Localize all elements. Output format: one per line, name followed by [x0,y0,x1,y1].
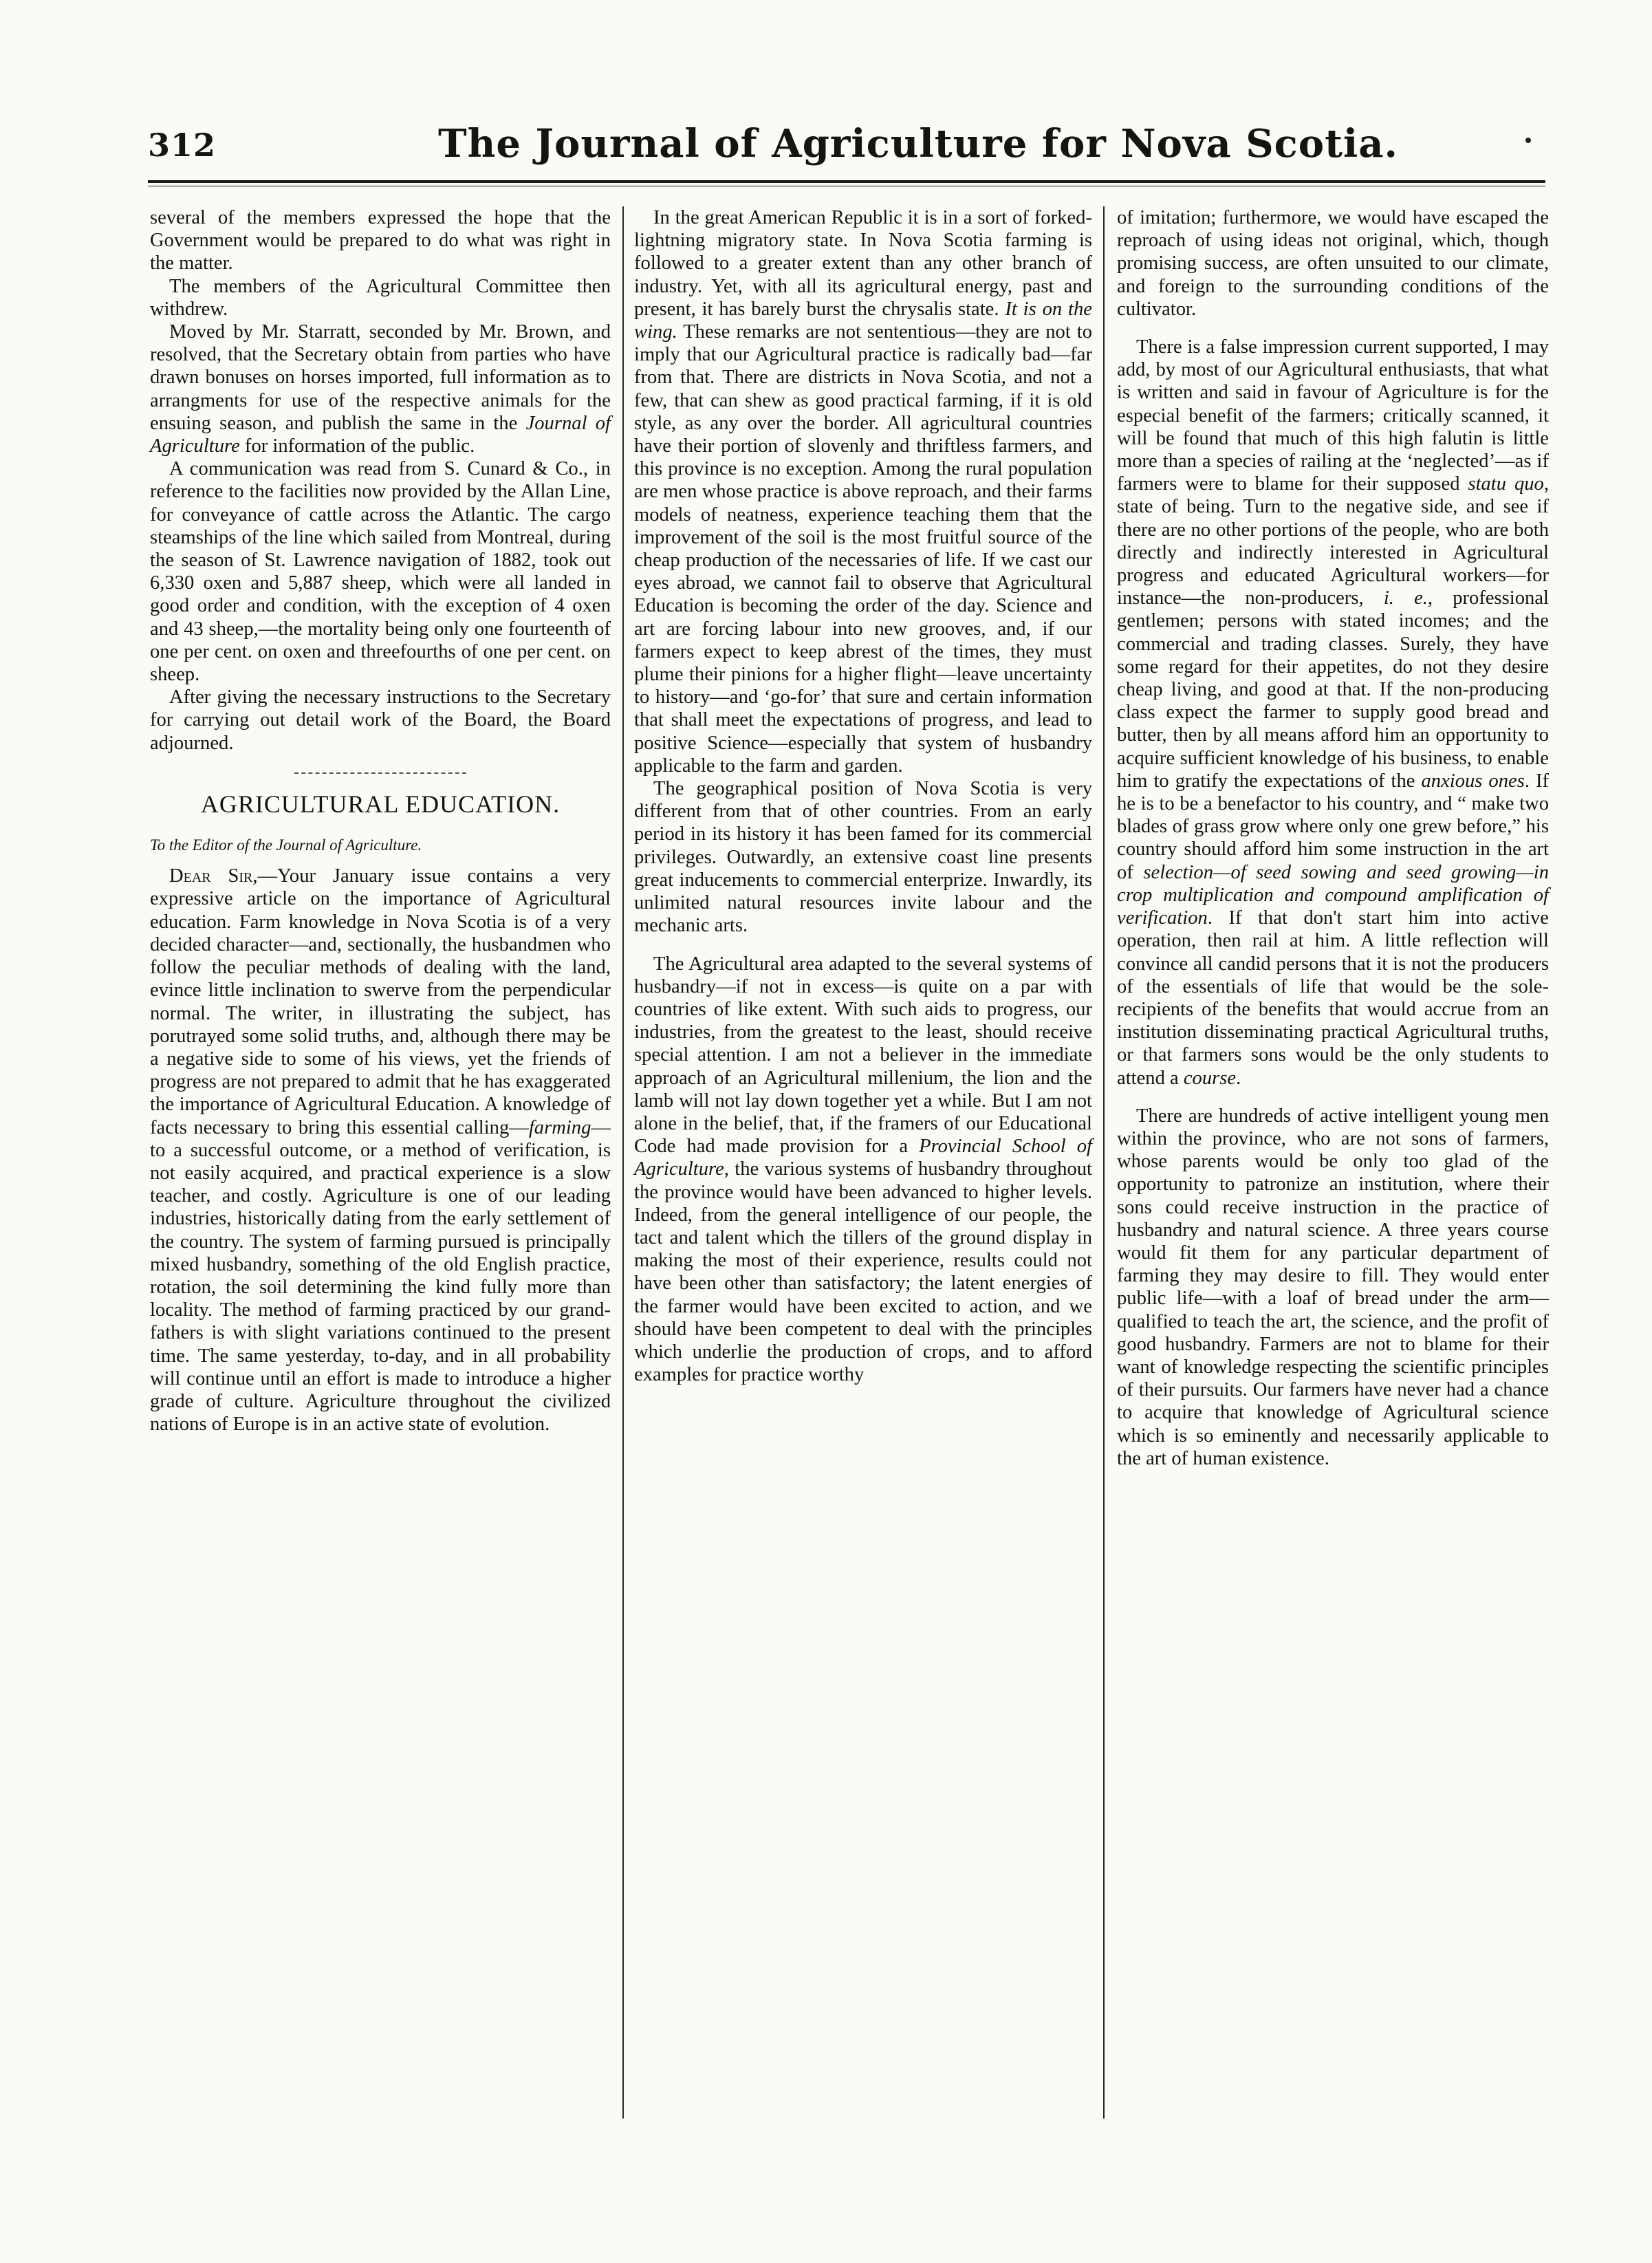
paragraph: The geographical position of Nova Scotia is very different from that of other countries. From an early period in its history it has been famed for its commercial privileges. Outwardly, an extensive coast line presents great inducements to commercial enterprize. Inwardly, its unlimited natural resources invite labour and the mechanic arts. [634,778,1092,937]
paragraph: several of the members expressed the hope that the Government would be prepared to do what was right in the matter. [150,207,611,274]
column-left [150,206,611,1436]
paragraph: There is a false impression current supported, I may add, by most of our Agricultural enthusiasts, that what is written and said in favour of Agriculture is for the especial benefit of the farmers; critically scanned, it will be found that much of this high falutin is little more than a species of railing at the ‘neglected’—as if farmers were to blame for their supposed statu quo, state of being. Turn to the negative side, and see if there are no other portions of the people, who are both directly and indirectly interested in Agricultural progress and educated Agricultural workers—for instance—the non-producers, i. e., professional gentlemen; persons with stated incomes; and the commercial and trading classes. Surely, they have some regard for their appetites, do not they desire cheap living, and good at that. If the non-producing class expect the farmer to supply good bread and butter, then by all means afford him an opportunity to acquire sufficient knowledge of his business, to enable him to gratify the expectations of the anxious ones. If he is to be a benefactor to his country, and “ make two blades of grass grow where only one grew before,” his country should afford him some instruction in the art of selection—of seed sowing and seed growing—in crop multiplication and compound amplification of verification. If that don't start him into active operation, then rail at him. A little reflection will convince all candid persons that it is not the producers of the essentials of life that would be the sole-recipients of the benefits that would accrue from an institution disseminating practical Agricultural truths, or that farmers sons would be the only students to attend a course. [1117,336,1550,1089]
paragraph: A communication was read from S. Cunard & Co., in reference to the facilities now provided by the Allan Line, for conveyance of cattle across the Atlantic. The cargo steamships of the line which sailed from Montreal, during the season of St. Lawrence navigation of 1882, took out 6,330 oxen and 5,887 sheep, which were all landed in good order and condition, with the exception of 4 oxen and 43 sheep,—the mortality being only one fourteenth of one per cent. on oxen and threefourths of one per cent. on sheep. [150,458,611,686]
paragraph: of imitation; furthermore, we would have escaped the reproach of using ideas not original, which, though promising success, are often unsuited to our climate, and foreign to the surrounding conditions of the cultivator. [1117,207,1549,320]
column-middle [634,206,1092,1386]
page-number: 312 [148,127,217,164]
column-right [1117,206,1549,1470]
section-heading: AGRICULTURAL EDUCATION. [200,790,561,818]
dear-sir: Dear Sir, [169,865,258,887]
paragraph: The Agricultural area adapted to the several systems of husbandry—if not in excess—is quite on a par with countries of like extent. With such aids to progress, our industries, from the greatest to the least, should receive special attention. I am not a believer in the immediate approach of an Agricultural millenium, the lion and the lamb will not lay down together yet a while. But I am not alone in the belief, that, if the framers of our Educational Code had made provision for a Provincial School of Agriculture, the various systems of husbandry throughout the province would have been advanced to higher levels. Indeed, from the general intelligence of our people, the tact and talent which the tillers of the ground display in making the most of their experience, results could not have been other than satisfactory; the latent energies of the farmer would have been excited to action, and we should have been competent to deal with the principles which underlie the production of crops, and to afford examples for practice worthy [634,953,1092,1386]
paragraph: In the great American Republic it is in a sort of forked-lightning migratory state. In Nova Scotia farming is followed to a greater extent than any other branch of industry. Yet, with all its agricultural energy, past and present, it has barely burst the chrysalis state. It is on the wing. These remarks are not sententious—they are not to imply that our Agricultural practice is radically bad—far from that. There are districts in Nova Scotia, and not a few, that can shew as good practical farming, if it is old style, as any over the border. All agricultural countries have their portion of slovenly and thriftless farmers, and this province is no exception. Among the rural population are men whose practice is above reproach, and their farms models of neatness, experience teaching them that the improvement of the soil is the most fruitful source of the cheap production of the necessaries of life. If we cast our eyes abroad, we cannot fail to observe that Agricultural Education is becoming the order of the day. Science and art are forcing labour into new grooves, and, if our farmers expect to keep abrest of the times, they must plume their pinions for a higher flight—leave uncertainty to history—and ‘go-for’ that sure and certain information that shall meet the expectations of progress, and lead to positive Science—especially that system of husbandry applicable to the farm and garden. [634,207,1092,777]
paragraph: Dear Sir,—Your January issue contains a very expressive article on the importance of Agricultural education. Farm knowledge in Nova Scotia is of a very decided character—and, sectionally, the husbandmen who follow the peculiar methods of dealing with the land, evince little inclination to swerve from the perpendicular normal. The writer, in illustrating the subject, has porutrayed some solid truths, and, although there may be a negative side to some of his views, yet the friends of progress are not prepared to admit that he has exaggerated the importance of Agricultural Education. A knowledge of facts necessary to bring this essential calling—farming—to a successful outcome, or a method of verification, is not easily acquired, and practical experience is a slow teacher, and costly. Agriculture is one of our leading industries, historically dating from the early settlement of the country. The system of farming pursued is principally mixed husbandry, something of the old English practice, rotation, the soil determining the kind fully more than locality. The method of farming practiced by our grand-fathers is with slight variations continued to the present time. The same yesterday, to-day, and in all probability will continue until an effort is made to introduce a higher grade of culture. Agriculture throughout the civilized nations of Europe is in an active state of evolution. [150,865,611,1436]
paragraph: The members of the Agricultural Committee then withdrew. [150,275,611,320]
column-divider [1103,206,1105,2119]
page-header [148,121,1544,169]
paragraph: After giving the necessary instructions to the Secretary for carrying out detail work of the Board, the Board adjourned. [150,686,611,754]
paragraph: There are hundreds of active intelligent young men within the province, who are not sons of farmers, whose parents would be only too glad of the opportunity to patronize an institution, where their sons could receive instruction in the practice of husbandry and natural science. A three years course would fit them for any particular department of farming they may desire to fill. They would enter public life—with a loaf of bread under the arm—qualified to teach the art, the science, and the profit of good husbandry. Farmers are not to blame for their want of knowledge respecting the scientific principles of their pursuits. Our farmers have never had a chance to acquire that knowledge of Agricultural science which is so eminently and necessarily applicable to the art of human existence. [1117,1105,1549,1469]
salutation: To the Editor of the Journal of Agriculture. [150,836,422,854]
header-rule [148,180,1545,186]
journal-title: The Journal of Agriculture for Nova Scotia. [437,121,1399,166]
paragraph: Moved by Mr. Starratt, seconded by Mr. Brown, and resolved, that the Secretary obtain from parties who have drawn bonuses on horses imported, full information as to arrangments for use of the respective animals for the ensuing season, and publish the same in the Journal of Agriculture for information of the public. [150,321,611,457]
printer-mark [1525,138,1531,143]
column-divider [622,206,624,2119]
section-separator [294,772,466,774]
